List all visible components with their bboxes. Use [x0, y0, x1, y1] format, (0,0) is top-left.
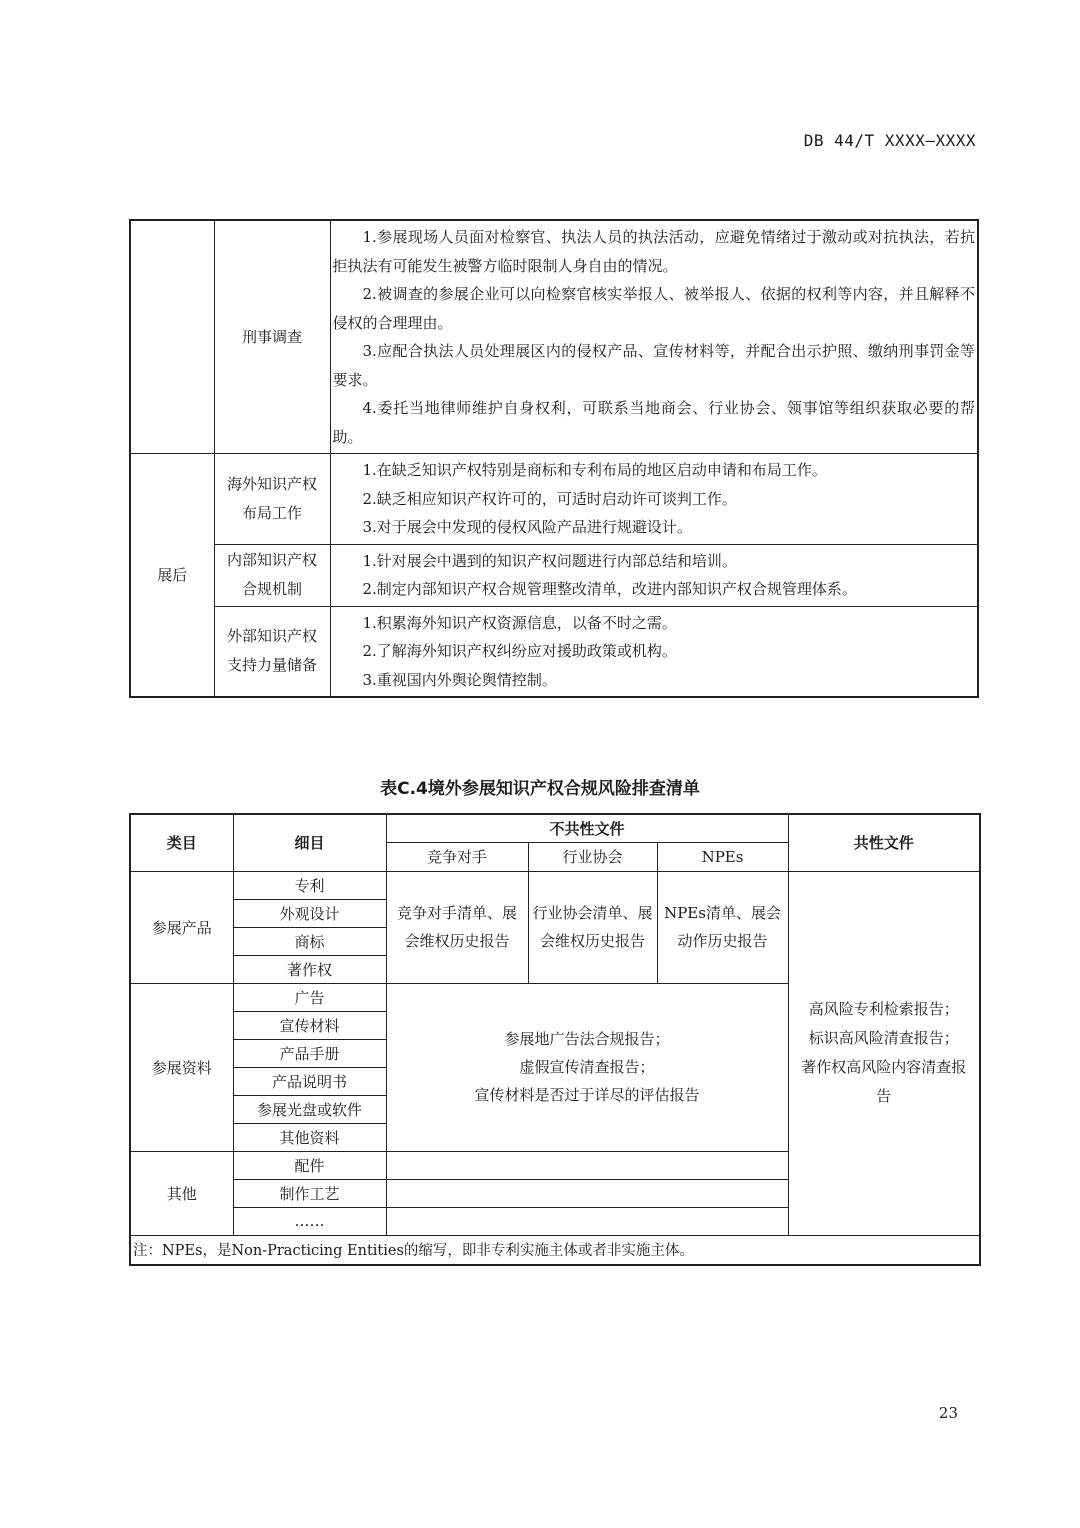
detail-item: 外观设计 [233, 899, 386, 927]
list-item: 3.对于展会中发现的侵权风险产品进行规避设计。 [362, 518, 692, 536]
table-note: 注：NPEs，是Non-Practicing Entities的缩写，即非专利实施主体或者非实施主体。 [130, 1235, 980, 1265]
header-industry-association: 行业协会 [528, 842, 657, 871]
detail-item: 宣传材料 [233, 1011, 386, 1039]
category-products: 参展产品 [130, 871, 233, 983]
table-caption: 表C.4境外参展知识产权合规风险排查清单 [380, 779, 700, 799]
common-doc-line: 标识高风险清查报告； [808, 1029, 959, 1047]
page-number: 23 [938, 1404, 958, 1422]
overseas-layout-label [214, 454, 330, 545]
materials-doc-line: 参展地广告法合规报告； [504, 1030, 670, 1048]
internal-compliance-row [130, 544, 978, 606]
overseas-layout-items [330, 454, 978, 545]
list-item: 1.积累海外知识产权资源信息，以备不时之需。 [362, 613, 677, 632]
detail-item: 产品说明书 [233, 1067, 386, 1095]
label-line: 海外知识产权 [226, 474, 317, 493]
category-others: 其他 [130, 1151, 233, 1235]
empty-doc-cell [386, 1151, 788, 1179]
list-item: 2.被调查的参展企业可以向检察官核实举报人、被举报人、依据的权利等内容，并且解释不侵权的合理理由。 [332, 285, 975, 332]
npes-doc: NPEs清单、展会动作历史报告 [657, 871, 788, 983]
detail-item: 专利 [233, 871, 386, 899]
internal-compliance-items [330, 544, 978, 606]
criminal-investigation-row [130, 220, 978, 454]
header-common-docs: 共性文件 [788, 814, 980, 871]
note-row [130, 1235, 980, 1265]
detail-item: 著作权 [233, 955, 386, 983]
header-competitor: 竞争对手 [386, 842, 528, 871]
risk-checklist-table [129, 813, 981, 1266]
overseas-layout-row [130, 454, 978, 545]
header-npes: NPEs [657, 842, 788, 871]
header-category: 类目 [130, 814, 233, 871]
header-non-common-docs: 不共性文件 [386, 814, 788, 842]
common-doc [788, 871, 980, 1235]
criminal-investigation-label: 刑事调查 [214, 220, 330, 454]
table-row [130, 871, 980, 899]
list-item: 3.应配合执法人员处理展区内的侵权产品、宣传材料等，并配合出示护照、缴纳刑事罚金等要求。 [332, 342, 975, 389]
list-item: 3.重视国内外舆论舆情控制。 [362, 670, 557, 689]
label-line: 合规机制 [241, 580, 302, 598]
criminal-investigation-items [330, 220, 978, 454]
category-materials: 参展资料 [130, 983, 233, 1151]
list-item: 1.参展现场人员面对检察官、执法人员的执法活动，应避免情绪过于激动或对抗执法，若抗拒执法有可能发生被警方临时限制人身自由的情况。 [332, 228, 975, 275]
detail-item: 商标 [233, 927, 386, 955]
materials-doc-line: 宣传材料是否过于详尽的评估报告 [474, 1086, 700, 1104]
competitor-doc: 竞争对手清单、展会维权历史报告 [386, 871, 528, 983]
common-doc-line: 著作权高风险内容清查报告 [801, 1058, 967, 1105]
detail-item: 参展光盘或软件 [233, 1095, 386, 1123]
document-code: DB 44/T XXXX—XXXX [803, 131, 976, 150]
label-line: 支持力量储备 [226, 656, 317, 675]
list-item: 2.了解海外知识产权纠纷应对援助政策或机构。 [362, 642, 677, 660]
detail-item: 产品手册 [233, 1039, 386, 1067]
detail-item: 其他资料 [233, 1123, 386, 1151]
after-show-label: 展后 [130, 454, 214, 698]
empty-doc-cell [386, 1179, 788, 1207]
continuation-table [129, 219, 979, 698]
empty-doc-cell [386, 1207, 788, 1235]
external-support-items [330, 606, 978, 697]
label-line: 布局工作 [241, 503, 302, 522]
list-item: 2.缺乏相应知识产权许可的，可适时启动许可谈判工作。 [362, 489, 737, 508]
label-line: 内部知识产权 [226, 551, 317, 569]
common-doc-line: 高风险专利检索报告； [808, 1000, 959, 1018]
header-row [130, 814, 980, 842]
external-support-row [130, 606, 978, 697]
detail-item: 广告 [233, 983, 386, 1011]
detail-item: …… [233, 1207, 386, 1235]
list-item: 1.在缺乏知识产权特别是商标和专利布局的地区启动申请和布局工作。 [362, 461, 827, 479]
detail-item: 制作工艺 [233, 1179, 386, 1207]
stage-cell-empty [130, 220, 214, 454]
header-detail: 细目 [233, 814, 386, 871]
internal-compliance-label [214, 544, 330, 606]
materials-doc [386, 983, 788, 1151]
external-support-label [214, 606, 330, 697]
materials-doc-line: 虚假宣传清查报告； [519, 1058, 655, 1076]
list-item: 1.针对展会中遇到的知识产权问题进行内部总结和培训。 [362, 551, 737, 570]
list-item: 2.制定内部知识产权合规管理整改清单，改进内部知识产权合规管理体系。 [362, 580, 857, 598]
label-line: 外部知识产权 [226, 627, 317, 646]
list-item: 4.委托当地律师维护自身权利，可联系当地商会、行业协会、领事馆等组织获取必要的帮助。 [332, 399, 975, 446]
detail-item: 配件 [233, 1151, 386, 1179]
association-doc: 行业协会清单、展会维权历史报告 [528, 871, 657, 983]
